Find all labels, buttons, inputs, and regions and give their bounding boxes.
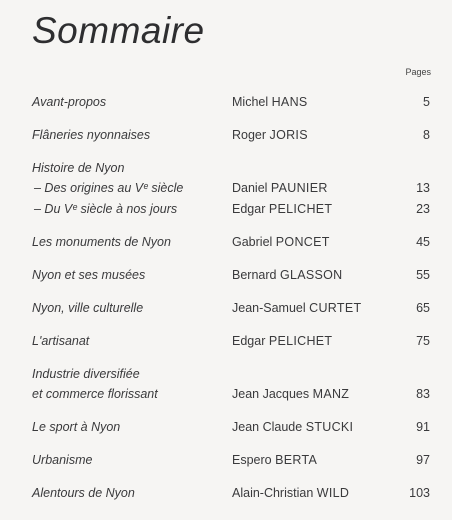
- toc-topic: L'artisanat: [32, 334, 90, 348]
- toc-topic: – Du Vᵉ siècle à nos jours: [34, 202, 178, 216]
- toc-entry: [0, 386, 452, 402]
- toc-page-number: 103: [409, 486, 430, 500]
- toc-author: Edgar PELICHET: [232, 334, 333, 348]
- toc-entry: [0, 267, 452, 283]
- toc-author: Michel HANS: [232, 95, 308, 109]
- toc-author: Roger JORIS: [232, 128, 308, 142]
- toc-entry: [0, 419, 452, 435]
- toc-author: Jean Jacques MANZ: [232, 387, 350, 401]
- toc-page-number: 91: [416, 420, 430, 434]
- toc-author: Bernard GLASSON: [232, 268, 343, 282]
- toc-page-number: 83: [416, 387, 430, 401]
- toc-topic: Industrie diversifiée: [32, 367, 140, 381]
- toc-entry: [0, 452, 452, 468]
- toc-topic: Nyon, ville culturelle: [32, 301, 144, 315]
- toc-entry: [0, 94, 452, 110]
- toc-page-number: 75: [416, 334, 430, 348]
- toc-author: Edgar PELICHET: [232, 202, 333, 216]
- toc-page-number: 5: [423, 95, 430, 109]
- toc-page-number: 55: [416, 268, 430, 282]
- toc-topic: Flâneries nyonnaises: [32, 128, 151, 142]
- toc-author: Daniel PAUNIER: [232, 181, 328, 195]
- toc-author: Gabriel PONCET: [232, 235, 330, 249]
- toc-entry: [0, 333, 452, 349]
- pages-column-label: Pages: [405, 67, 431, 77]
- toc-topic: Les monuments de Nyon: [32, 235, 171, 249]
- toc-entry: [0, 127, 452, 143]
- toc-topic: Avant-propos: [32, 95, 107, 109]
- toc-page-number: 13: [416, 181, 430, 195]
- toc-author: Espero BERTA: [232, 453, 318, 467]
- toc-page-number: 23: [416, 202, 430, 216]
- toc-author: Alain-Christian WILD: [232, 486, 350, 500]
- toc-entry: [0, 485, 452, 501]
- toc-topic: Histoire de Nyon: [32, 161, 125, 175]
- toc-topic: Nyon et ses musées: [32, 268, 146, 282]
- page-title: Sommaire: [32, 10, 205, 51]
- toc-entry: [0, 300, 452, 316]
- toc-entry: [0, 180, 452, 196]
- toc-entry: [0, 201, 452, 217]
- toc-topic: Urbanisme: [32, 453, 93, 467]
- toc-author: Jean Claude STUCKI: [232, 420, 354, 434]
- toc-topic: et commerce florissant: [32, 387, 158, 401]
- toc-page-number: 8: [423, 128, 430, 142]
- toc-topic: Alentours de Nyon: [32, 486, 135, 500]
- toc-page-number: 45: [416, 235, 430, 249]
- toc-page-number: 65: [416, 301, 430, 315]
- toc-topic: Le sport à Nyon: [32, 420, 121, 434]
- toc-page-number: 97: [416, 453, 430, 467]
- toc-entry: [0, 234, 452, 250]
- toc-entry: [0, 160, 452, 176]
- toc-topic: – Des origines au Vᵉ siècle: [34, 181, 184, 195]
- toc-author: Jean-Samuel CURTET: [232, 301, 362, 315]
- toc-entry: [0, 366, 452, 382]
